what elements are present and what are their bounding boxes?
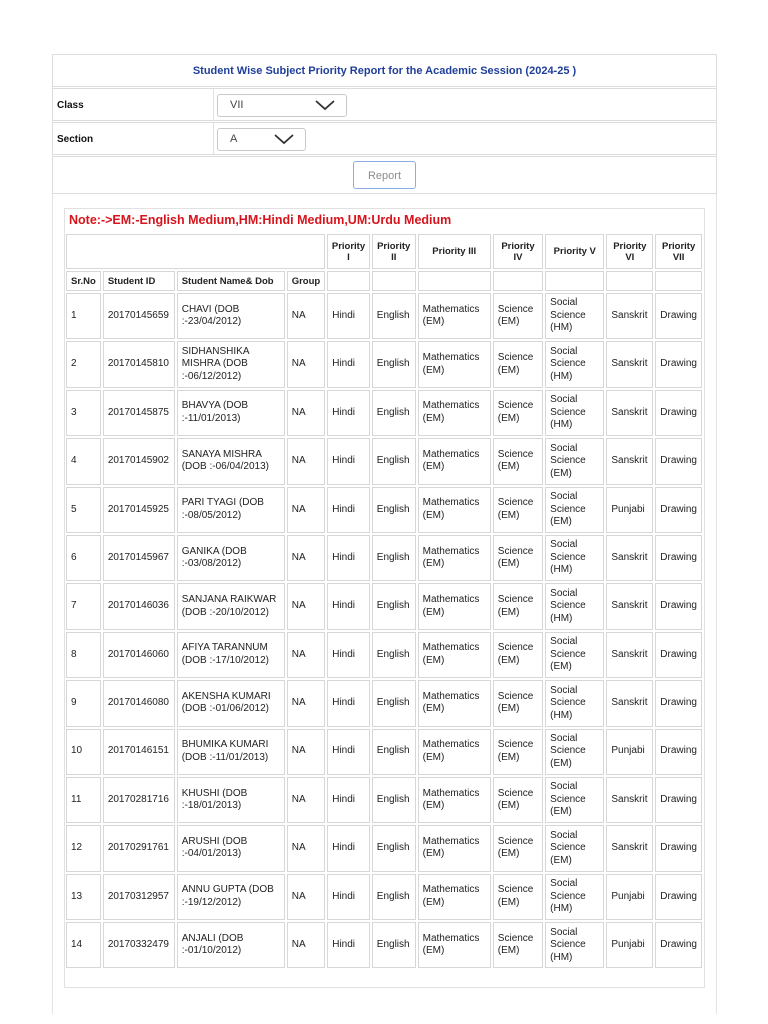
cell-priority-4: Science (EM) bbox=[493, 293, 543, 339]
cell-srno: 12 bbox=[66, 825, 101, 871]
cell-srno: 6 bbox=[66, 535, 101, 581]
cell-group: NA bbox=[287, 438, 326, 484]
cell-priority-6: Sanskrit bbox=[606, 777, 653, 823]
cell-priority-6: Punjabi bbox=[606, 487, 653, 533]
cell-student-name-dob: PARI TYAGI (DOB :-08/05/2012) bbox=[177, 487, 285, 533]
cell-student-id: 20170146080 bbox=[103, 680, 175, 726]
cell-priority-7: Drawing bbox=[655, 632, 702, 678]
priority-header: Priority VI bbox=[606, 234, 653, 269]
cell-student-id: 20170145659 bbox=[103, 293, 175, 339]
cell-priority-4: Science (EM) bbox=[493, 535, 543, 581]
cell-srno: 11 bbox=[66, 777, 101, 823]
cell-student-id: 20170145810 bbox=[103, 341, 175, 387]
cell-srno: 14 bbox=[66, 922, 101, 968]
cell-priority-5: Social Science (HM) bbox=[545, 341, 604, 387]
report-title: Student Wise Subject Priority Report for the Academic Session (2024-25 ) bbox=[192, 65, 577, 77]
cell-priority-3: Mathematics (EM) bbox=[418, 487, 491, 533]
table-row bbox=[66, 293, 702, 339]
cell-group: NA bbox=[287, 825, 326, 871]
cell-student-name-dob: AKENSHA KUMARI (DOB :-01/06/2012) bbox=[177, 680, 285, 726]
table-row bbox=[66, 825, 702, 871]
cell-priority-3: Mathematics (EM) bbox=[418, 922, 491, 968]
cell-student-name-dob: AFIYA TARANNUM (DOB :-17/10/2012) bbox=[177, 632, 285, 678]
cell-priority-3: Mathematics (EM) bbox=[418, 341, 491, 387]
cell-priority-3: Mathematics (EM) bbox=[418, 438, 491, 484]
chevron-down-icon bbox=[314, 98, 336, 112]
cell-priority-5: Social Science (HM) bbox=[545, 922, 604, 968]
cell-priority-1: Hindi bbox=[327, 680, 370, 726]
cell-priority-4: Science (EM) bbox=[493, 487, 543, 533]
cell-priority-1: Hindi bbox=[327, 293, 370, 339]
cell-srno: 13 bbox=[66, 874, 101, 920]
cell-priority-4: Science (EM) bbox=[493, 729, 543, 775]
cell-student-id: 20170332479 bbox=[103, 922, 175, 968]
cell-priority-7: Drawing bbox=[655, 922, 702, 968]
cell-priority-1: Hindi bbox=[327, 729, 370, 775]
table-row bbox=[66, 438, 702, 484]
cell-group: NA bbox=[287, 874, 326, 920]
cell-priority-1: Hindi bbox=[327, 874, 370, 920]
cell-student-name-dob: BHAVYA (DOB :-11/01/2013) bbox=[177, 390, 285, 436]
cell-student-name-dob: ARUSHI (DOB :-04/01/2013) bbox=[177, 825, 285, 871]
cell-priority-7: Drawing bbox=[655, 487, 702, 533]
cell-student-id: 20170146151 bbox=[103, 729, 175, 775]
cell-priority-6: Punjabi bbox=[606, 922, 653, 968]
cell-student-id: 20170145925 bbox=[103, 487, 175, 533]
chevron-down-icon bbox=[273, 132, 295, 146]
priority-header: Priority IV bbox=[493, 234, 543, 269]
cell-priority-1: Hindi bbox=[327, 535, 370, 581]
cell-priority-1: Hindi bbox=[327, 438, 370, 484]
cell-priority-5: Social Science (HM) bbox=[545, 293, 604, 339]
table-row bbox=[66, 487, 702, 533]
cell-priority-3: Mathematics (EM) bbox=[418, 680, 491, 726]
cell-priority-6: Sanskrit bbox=[606, 632, 653, 678]
cell-priority-3: Mathematics (EM) bbox=[418, 632, 491, 678]
cell-group: NA bbox=[287, 922, 326, 968]
cell-priority-3: Mathematics (EM) bbox=[418, 874, 491, 920]
priority-header: Priority I bbox=[327, 234, 370, 269]
column-header-srno: Sr.No bbox=[66, 271, 101, 291]
cell-priority-4: Science (EM) bbox=[493, 583, 543, 629]
cell-srno: 4 bbox=[66, 438, 101, 484]
medium-note: Note:->EM:-English Medium,HM:Hindi Medium,UM:Urdu Medium bbox=[69, 213, 452, 227]
cell-priority-4: Science (EM) bbox=[493, 777, 543, 823]
cell-priority-6: Sanskrit bbox=[606, 535, 653, 581]
cell-student-name-dob: ANJALI (DOB :-01/10/2012) bbox=[177, 922, 285, 968]
section-select-value: A bbox=[230, 133, 238, 145]
cell-srno: 5 bbox=[66, 487, 101, 533]
class-label: Class bbox=[57, 100, 84, 111]
cell-student-id: 20170145875 bbox=[103, 390, 175, 436]
cell-priority-2: English bbox=[372, 487, 416, 533]
cell-student-name-dob: SANJANA RAIKWAR (DOB :-20/10/2012) bbox=[177, 583, 285, 629]
cell-priority-2: English bbox=[372, 729, 416, 775]
table-row bbox=[66, 729, 702, 775]
cell-student-id: 20170145967 bbox=[103, 535, 175, 581]
cell-priority-1: Hindi bbox=[327, 777, 370, 823]
cell-priority-7: Drawing bbox=[655, 535, 702, 581]
cell-student-id: 20170291761 bbox=[103, 825, 175, 871]
empty-header-cell bbox=[327, 271, 370, 291]
priority-table bbox=[64, 232, 704, 970]
empty-header-cell bbox=[493, 271, 543, 291]
cell-priority-7: Drawing bbox=[655, 438, 702, 484]
cell-priority-2: English bbox=[372, 438, 416, 484]
cell-priority-3: Mathematics (EM) bbox=[418, 535, 491, 581]
cell-srno: 10 bbox=[66, 729, 101, 775]
priority-header-row bbox=[66, 234, 702, 269]
cell-priority-5: Social Science (EM) bbox=[545, 825, 604, 871]
table-row bbox=[66, 341, 702, 387]
cell-group: NA bbox=[287, 632, 326, 678]
cell-group: NA bbox=[287, 293, 326, 339]
table-row bbox=[66, 632, 702, 678]
table-row bbox=[66, 777, 702, 823]
cell-priority-5: Social Science (HM) bbox=[545, 390, 604, 436]
priority-header: Priority III bbox=[418, 234, 491, 269]
table-row bbox=[66, 390, 702, 436]
cell-priority-7: Drawing bbox=[655, 341, 702, 387]
cell-priority-2: English bbox=[372, 583, 416, 629]
empty-header-cell bbox=[606, 271, 653, 291]
cell-priority-5: Social Science (EM) bbox=[545, 487, 604, 533]
field-divider bbox=[213, 89, 214, 120]
column-header-group: Group bbox=[287, 271, 326, 291]
cell-student-id: 20170146036 bbox=[103, 583, 175, 629]
cell-group: NA bbox=[287, 487, 326, 533]
cell-student-name-dob: GANIKA (DOB :-03/08/2012) bbox=[177, 535, 285, 581]
cell-student-id: 20170281716 bbox=[103, 777, 175, 823]
cell-priority-6: Sanskrit bbox=[606, 438, 653, 484]
cell-student-name-dob: SANAYA MISHRA (DOB :-06/04/2013) bbox=[177, 438, 285, 484]
cell-student-name-dob: KHUSHI (DOB :-18/01/2013) bbox=[177, 777, 285, 823]
cell-priority-5: Social Science (HM) bbox=[545, 535, 604, 581]
cell-priority-1: Hindi bbox=[327, 583, 370, 629]
empty-header-cell bbox=[372, 271, 416, 291]
column-header-student-id: Student ID bbox=[103, 271, 175, 291]
empty-header-cell bbox=[418, 271, 491, 291]
cell-group: NA bbox=[287, 341, 326, 387]
class-field-row bbox=[52, 88, 717, 121]
cell-priority-6: Sanskrit bbox=[606, 680, 653, 726]
cell-priority-2: English bbox=[372, 874, 416, 920]
class-select[interactable] bbox=[217, 94, 347, 117]
cell-priority-1: Hindi bbox=[327, 825, 370, 871]
field-divider bbox=[213, 123, 214, 154]
cell-priority-5: Social Science (EM) bbox=[545, 632, 604, 678]
class-select-value: VII bbox=[230, 99, 244, 111]
cell-priority-5: Social Science (HM) bbox=[545, 680, 604, 726]
cell-priority-4: Science (EM) bbox=[493, 438, 543, 484]
cell-priority-1: Hindi bbox=[327, 632, 370, 678]
cell-priority-3: Mathematics (EM) bbox=[418, 729, 491, 775]
cell-priority-6: Sanskrit bbox=[606, 293, 653, 339]
cell-student-name-dob: ANNU GUPTA (DOB :-19/12/2012) bbox=[177, 874, 285, 920]
cell-priority-2: English bbox=[372, 293, 416, 339]
cell-priority-6: Sanskrit bbox=[606, 390, 653, 436]
cell-student-id: 20170312957 bbox=[103, 874, 175, 920]
cell-priority-2: English bbox=[372, 341, 416, 387]
cell-priority-4: Science (EM) bbox=[493, 341, 543, 387]
header-spacer bbox=[66, 234, 325, 269]
cell-priority-2: English bbox=[372, 535, 416, 581]
section-field-row bbox=[52, 122, 717, 155]
priority-header: Priority VII bbox=[655, 234, 702, 269]
cell-priority-2: English bbox=[372, 680, 416, 726]
report-button[interactable]: Report bbox=[353, 161, 416, 189]
cell-student-id: 20170146060 bbox=[103, 632, 175, 678]
cell-priority-1: Hindi bbox=[327, 922, 370, 968]
cell-student-name-dob: CHAVI (DOB :-23/04/2012) bbox=[177, 293, 285, 339]
table-row bbox=[66, 922, 702, 968]
table-row bbox=[66, 583, 702, 629]
cell-srno: 1 bbox=[66, 293, 101, 339]
cell-srno: 8 bbox=[66, 632, 101, 678]
cell-priority-4: Science (EM) bbox=[493, 874, 543, 920]
column-header-name-dob: Student Name& Dob bbox=[177, 271, 285, 291]
cell-priority-4: Science (EM) bbox=[493, 390, 543, 436]
cell-priority-4: Science (EM) bbox=[493, 680, 543, 726]
cell-priority-3: Mathematics (EM) bbox=[418, 293, 491, 339]
column-header-row bbox=[66, 271, 702, 291]
cell-student-id: 20170145902 bbox=[103, 438, 175, 484]
cell-group: NA bbox=[287, 777, 326, 823]
cell-priority-2: English bbox=[372, 390, 416, 436]
cell-priority-4: Science (EM) bbox=[493, 922, 543, 968]
cell-priority-2: English bbox=[372, 825, 416, 871]
priority-header: Priority II bbox=[372, 234, 416, 269]
cell-priority-7: Drawing bbox=[655, 874, 702, 920]
cell-priority-1: Hindi bbox=[327, 487, 370, 533]
cell-priority-2: English bbox=[372, 632, 416, 678]
cell-srno: 3 bbox=[66, 390, 101, 436]
cell-group: NA bbox=[287, 583, 326, 629]
cell-priority-7: Drawing bbox=[655, 777, 702, 823]
cell-student-name-dob: BHUMIKA KUMARI (DOB :-11/01/2013) bbox=[177, 729, 285, 775]
cell-priority-7: Drawing bbox=[655, 390, 702, 436]
empty-header-cell bbox=[545, 271, 604, 291]
cell-priority-6: Sanskrit bbox=[606, 825, 653, 871]
cell-srno: 9 bbox=[66, 680, 101, 726]
cell-priority-7: Drawing bbox=[655, 729, 702, 775]
cell-group: NA bbox=[287, 535, 326, 581]
cell-priority-7: Drawing bbox=[655, 825, 702, 871]
cell-priority-1: Hindi bbox=[327, 390, 370, 436]
cell-srno: 7 bbox=[66, 583, 101, 629]
cell-priority-5: Social Science (HM) bbox=[545, 874, 604, 920]
section-select[interactable] bbox=[217, 128, 306, 151]
cell-priority-5: Social Science (HM) bbox=[545, 583, 604, 629]
priority-header: Priority V bbox=[545, 234, 604, 269]
cell-priority-2: English bbox=[372, 777, 416, 823]
empty-header-cell bbox=[655, 271, 702, 291]
cell-priority-7: Drawing bbox=[655, 293, 702, 339]
cell-group: NA bbox=[287, 729, 326, 775]
table-row bbox=[66, 874, 702, 920]
cell-srno: 2 bbox=[66, 341, 101, 387]
cell-priority-5: Social Science (EM) bbox=[545, 438, 604, 484]
cell-priority-6: Punjabi bbox=[606, 874, 653, 920]
cell-priority-3: Mathematics (EM) bbox=[418, 777, 491, 823]
cell-priority-6: Punjabi bbox=[606, 729, 653, 775]
table-row bbox=[66, 535, 702, 581]
cell-group: NA bbox=[287, 680, 326, 726]
cell-priority-4: Science (EM) bbox=[493, 825, 543, 871]
section-label: Section bbox=[57, 134, 94, 145]
cell-priority-6: Sanskrit bbox=[606, 583, 653, 629]
report-title-row bbox=[52, 54, 717, 87]
cell-priority-3: Mathematics (EM) bbox=[418, 583, 491, 629]
cell-priority-2: English bbox=[372, 922, 416, 968]
cell-priority-6: Sanskrit bbox=[606, 341, 653, 387]
cell-priority-4: Science (EM) bbox=[493, 632, 543, 678]
cell-group: NA bbox=[287, 390, 326, 436]
table-row bbox=[66, 680, 702, 726]
cell-priority-5: Social Science (EM) bbox=[545, 777, 604, 823]
cell-priority-3: Mathematics (EM) bbox=[418, 825, 491, 871]
cell-priority-3: Mathematics (EM) bbox=[418, 390, 491, 436]
cell-priority-1: Hindi bbox=[327, 341, 370, 387]
cell-priority-7: Drawing bbox=[655, 583, 702, 629]
cell-student-name-dob: SIDHANSHIKA MISHRA (DOB :-06/12/2012) bbox=[177, 341, 285, 387]
cell-priority-7: Drawing bbox=[655, 680, 702, 726]
cell-priority-5: Social Science (EM) bbox=[545, 729, 604, 775]
